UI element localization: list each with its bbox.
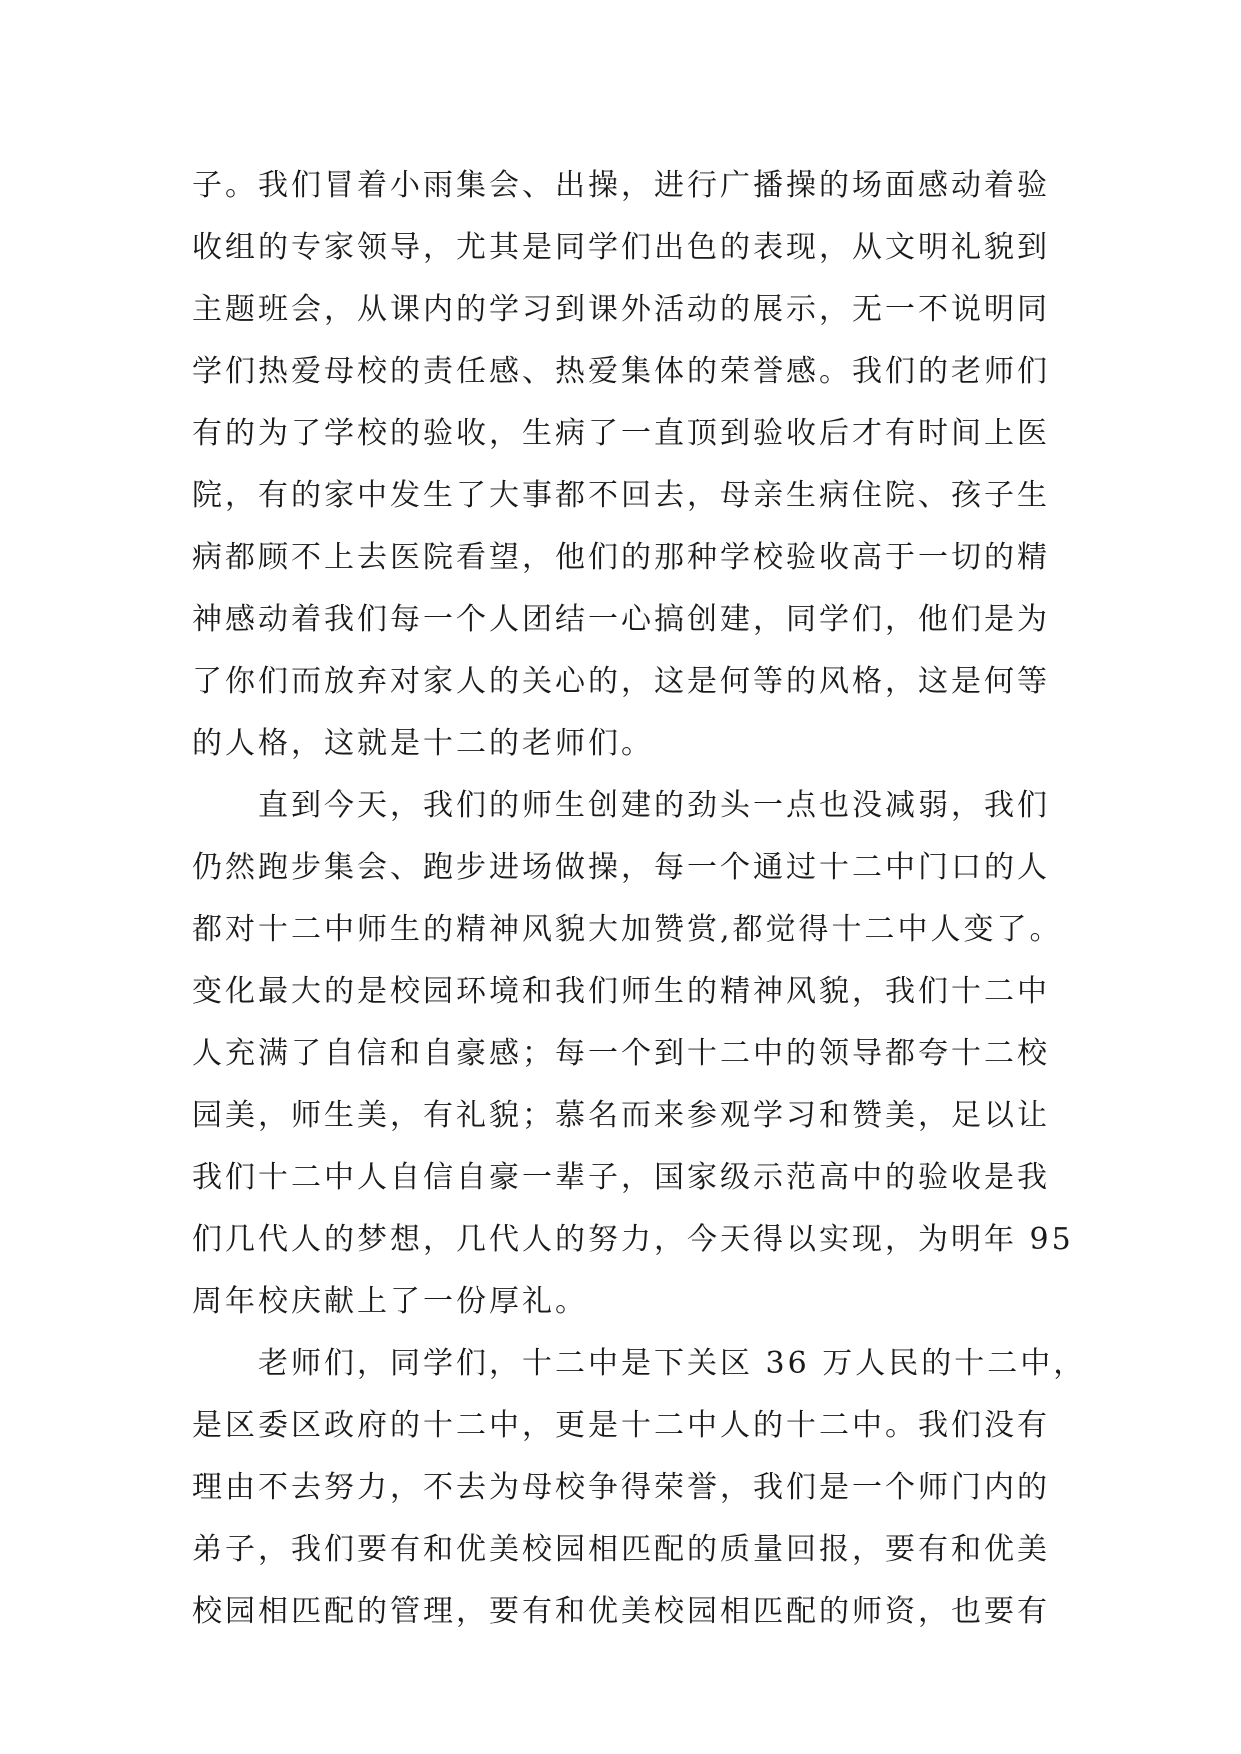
text-line: 收组的专家领导，尤其是同学们出色的表现，从文明礼貌到 <box>192 230 1050 265</box>
text-line: 有的为了学校的验收，生病了一直顶到验收后才有时间上医 <box>192 416 1050 451</box>
text-line: 人充满了自信和自豪感；每一个到十二中的领导都夸十二校 <box>192 1036 1050 1071</box>
text-line: 校园相匹配的管理，要有和优美校园相匹配的师资，也要有 <box>192 1594 1050 1629</box>
text-line: 理由不去努力，不去为母校争得荣誉，我们是一个师门内的 <box>192 1470 1050 1505</box>
text-line: 弟子，我们要有和优美校园相匹配的质量回报，要有和优美 <box>192 1532 1050 1567</box>
text-line: 直到今天，我们的师生创建的劲头一点也没减弱，我们 <box>258 788 1050 823</box>
text-line: 们几代人的梦想，几代人的努力，今天得以实现，为明年 95 <box>192 1222 1074 1257</box>
text-line: 院，有的家中发生了大事都不回去，母亲生病住院、孩子生 <box>192 478 1050 513</box>
text-line: 周年校庆献上了一份厚礼。 <box>192 1284 588 1319</box>
text-line: 是区委区政府的十二中，更是十二中人的十二中。我们没有 <box>192 1408 1050 1443</box>
text-line: 病都顾不上去医院看望，他们的那种学校验收高于一切的精 <box>192 540 1050 575</box>
text-line: 了你们而放弃对家人的关心的，这是何等的风格，这是何等 <box>192 664 1050 699</box>
text-line: 的人格，这就是十二的老师们。 <box>192 726 654 761</box>
text-line: 都对十二中师生的精神风貌大加赞赏,都觉得十二中人变了。 <box>192 912 1063 947</box>
text-line: 仍然跑步集会、跑步进场做操，每一个通过十二中门口的人 <box>192 850 1050 885</box>
text-line: 园美，师生美，有礼貌；慕名而来参观学习和赞美，足以让 <box>192 1098 1050 1133</box>
text-line: 变化最大的是校园环境和我们师生的精神风貌，我们十二中 <box>192 974 1050 1009</box>
text-line: 学们热爱母校的责任感、热爱集体的荣誉感。我们的老师们 <box>192 354 1050 389</box>
text-line: 子。我们冒着小雨集会、出操，进行广播操的场面感动着验 <box>192 168 1050 203</box>
text-line: 我们十二中人自信自豪一辈子，国家级示范高中的验收是我 <box>192 1160 1050 1195</box>
text-line: 老师们，同学们，十二中是下关区 36 万人民的十二中， <box>258 1346 1087 1381</box>
body-text <box>192 155 1087 1643</box>
text-line: 主题班会，从课内的学习到课外活动的展示，无一不说明同 <box>192 292 1050 327</box>
text-line: 神感动着我们每一个人团结一心搞创建，同学们，他们是为 <box>192 602 1050 637</box>
